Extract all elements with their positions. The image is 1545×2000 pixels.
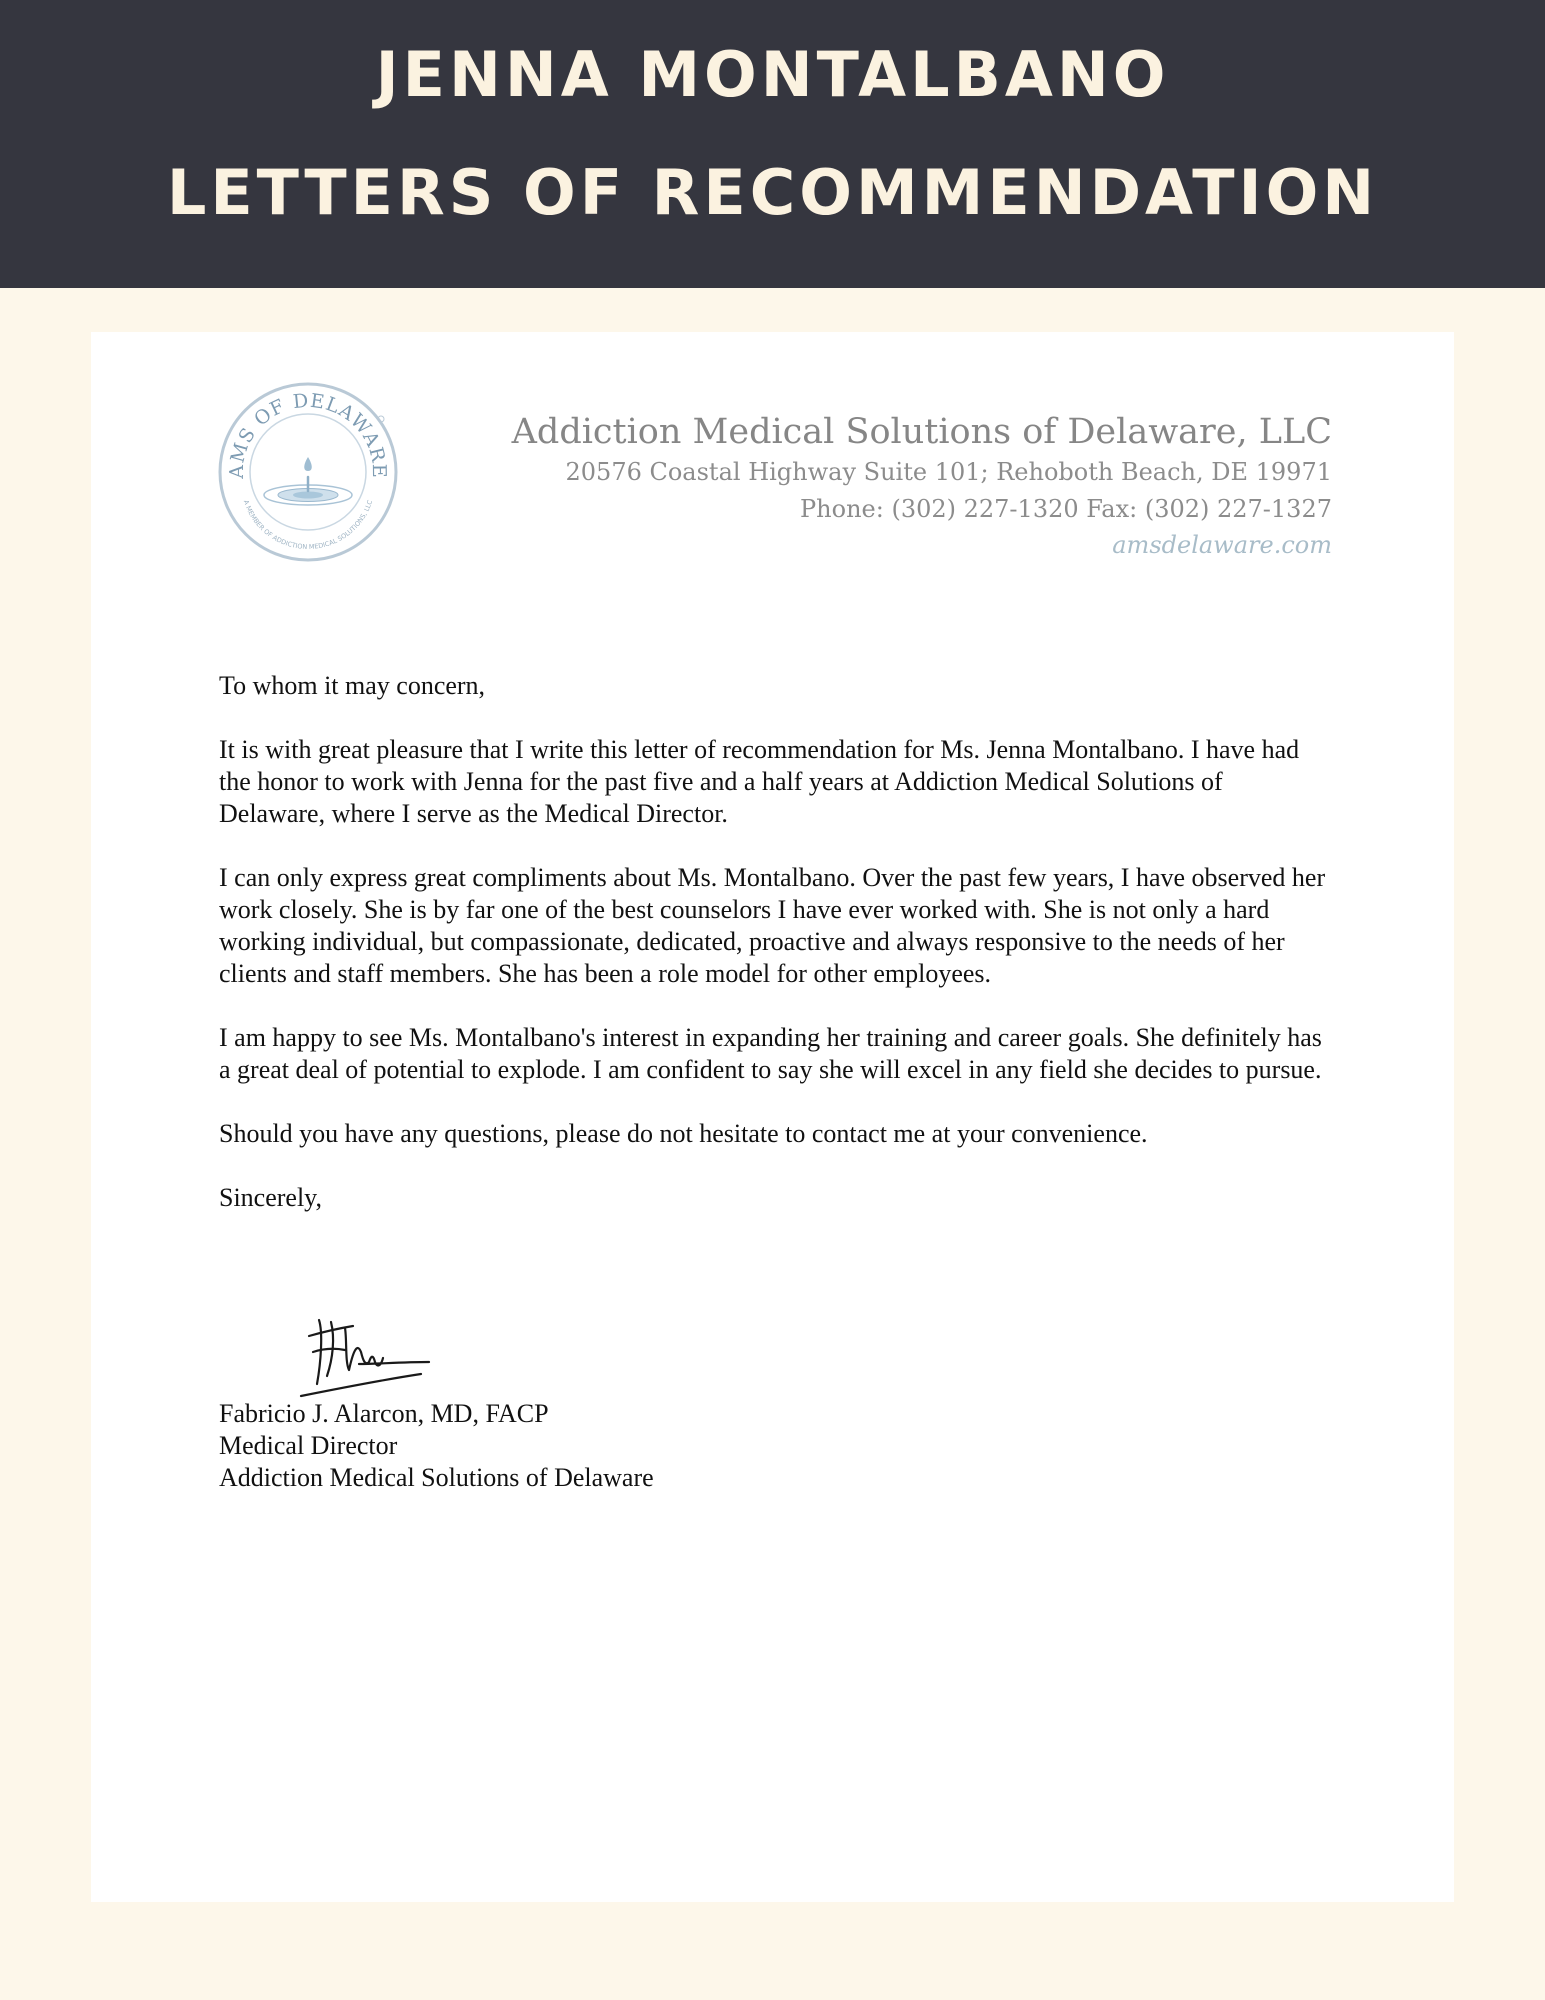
letterhead-contact-block — [512, 410, 1332, 562]
signer-title: Medical Director — [219, 1431, 398, 1460]
ams-logo-icon — [213, 377, 403, 567]
signer-organization: Addiction Medical Solutions of Delaware — [219, 1463, 654, 1492]
letter-page — [91, 332, 1454, 1902]
company-name: Addiction Medical Solutions of Delaware, LLC — [511, 412, 1332, 452]
handwritten-signature-icon — [261, 1292, 491, 1412]
svg-text:A MEMBER OF ADDICTION MEDICAL: A MEMBER OF ADDICTION MEDICAL SOLUTIONS, LLC — [241, 499, 375, 552]
banner-title-name: JENNA MONTALBANO — [375, 38, 1170, 111]
signer-name: Fabricio J. Alarcon, MD, FACP — [219, 1399, 549, 1428]
banner-title-subtitle: LETTERS OF RECOMMENDATION — [166, 156, 1379, 229]
letter-salutation: To whom it may concern, — [219, 671, 486, 700]
letter-paragraph-2: I can only express great compliments about Ms. Montalbano. Over the past few years, I have observed her work closely. She is by far one of the best counselors I have ever worked with. She is not only a hard working individual, but compassionate, dedicated, proactive and always responsive to the needs of her clients and staff members. She has been a role model for other employees. — [219, 863, 1326, 988]
page-header-banner — [0, 0, 1545, 288]
signer-block — [219, 1398, 654, 1494]
letter-closing: Sincerely, — [219, 1183, 322, 1212]
company-address: 20576 Coastal Highway Suite 101; Rehoboth Beach, DE 19971 — [565, 458, 1332, 486]
company-website: amsdelaware.com — [1112, 531, 1332, 559]
letter-body — [219, 670, 1329, 1246]
letter-paragraph-4: Should you have any questions, please do not hesitate to contact me at your convenience. — [219, 1119, 1148, 1148]
letter-paragraph-1: It is with great pleasure that I write this letter of recommendation for Ms. Jenna Montalbano. I have had the honor to work with Jenna for the past five and a half years at Addiction Medical Solutions of Delaware, where I serve as the Medical Director. — [219, 735, 1300, 828]
svg-text:AMS OF DELAWARE: AMS OF DELAWARE — [225, 389, 391, 479]
letter-paragraph-3: I am happy to see Ms. Montalbano's interest in expanding her training and career goals. She definitely has a great deal of potential to explode. I am confident to say she will excel in any field she decides to pursue. — [219, 1023, 1322, 1084]
company-phone-fax: Phone: (302) 227-1320 Fax: (302) 227-1327 — [800, 495, 1332, 523]
